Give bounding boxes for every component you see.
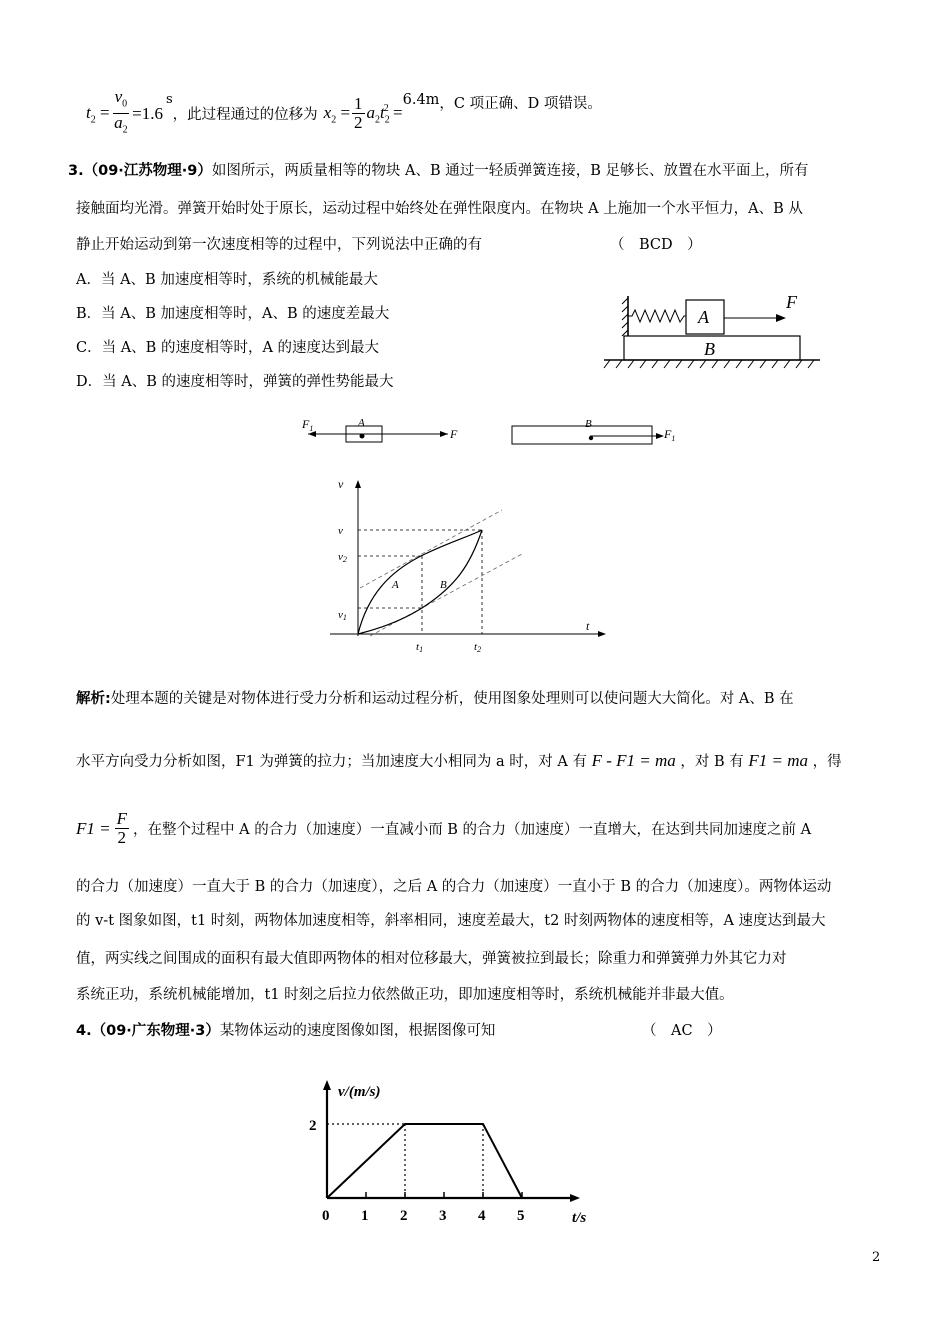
fbd-f1-right: $F_1$ [664, 427, 676, 443]
chart-y-label: v/(m/s) [338, 1084, 381, 1100]
analysis-label: 解析: [76, 691, 111, 707]
q3-stem-line3: 静止开始运动到第一次速度相等的过程中，下列说法中正确的有 （ BCD ） [76, 237, 702, 253]
analysis-line2: 水平方向受力分析如图，F1 为弹簧的拉力；当加速度大小相同为 a 时，对 A 有 F - F1 = ma ，对 B 有 F1 = ma ，得 [76, 751, 842, 770]
x-tick-label: 3 [439, 1208, 447, 1224]
free-body-diagrams [300, 414, 690, 454]
q4-number: 4. [76, 1023, 92, 1039]
chart-x-arrow [570, 1194, 580, 1202]
q3-answer: （ BCD ） [610, 237, 702, 253]
q3-option-a: A．当 A、B 加速度相等时，系统的机械能最大 [76, 272, 378, 288]
x-tick-label: 2 [400, 1208, 408, 1224]
q3-option-c: C．当 A、B 的速度相等时，A 的速度达到最大 [76, 340, 380, 356]
top-formula-line: $t_2$ = $\frac{v_0}{a_2}$ =1.6 s ，此过程通过的位移为 $x_2$ = $\frac{1}{2}$ $a_2t_2^2$ = 6.4m ，C 项正确、D 项错误。 [86, 88, 602, 140]
q4-answer: （ AC ） [642, 1023, 722, 1039]
q3-number: 3. [68, 163, 84, 179]
vt-t2-label: t2 [474, 641, 482, 654]
fbd-f-right: F [450, 427, 458, 441]
vt-diagram-q3 [330, 476, 610, 656]
force-f-label: F [786, 292, 797, 312]
block-b-label: B [704, 339, 715, 359]
formula-mid-text: ，此过程通过的位移为 [172, 107, 318, 124]
vt-curve-b [358, 530, 482, 634]
equation-b: F1 = ma [748, 751, 808, 770]
analysis-line7: 系统正功，系统机械能增加，t1 时刻之后拉力依然做正功，即加速度相等时，系统机械能并非最大值。 [76, 987, 734, 1003]
chart-series-line [327, 1124, 522, 1198]
spring [628, 310, 686, 322]
analysis-line1: 解析:处理本题的关键是对物体进行受力分析和运动过程分析，使用图象处理则可以使问题大大简化。对 A、B 在 [76, 691, 794, 707]
x-tick-label: 5 [517, 1208, 525, 1224]
fbd-block-b [512, 426, 652, 444]
equation-c-fraction: $\frac{F}{2}$ [116, 809, 127, 847]
vt-v-axis-label: v [338, 477, 344, 491]
fbd-f1-left: $F_1$ [302, 417, 314, 433]
t2-symbol: t [86, 102, 91, 122]
equation-a: F - F1 = ma [591, 751, 676, 770]
block-a-label: A [698, 307, 709, 327]
vt-curve-a-label: A [392, 579, 399, 591]
chart-x-label: t/s [572, 1210, 587, 1226]
x-tick-label: 0 [322, 1208, 330, 1224]
analysis-line5: 的 v-t 图象如图，t1 时刻，两物体加速度相等，斜率相同，速度差最大，t2 时刻两物体的速度相等，A 速度达到最大 [76, 913, 826, 929]
fbd-a-label: A [358, 417, 365, 429]
q3-stem-line2: 接触面均光滑。弹簧开始时处于原长，运动过程中始终处在弹性限度内。在物块 A 上施加一个水平恒力，A、B 从 [76, 201, 803, 217]
vt-t-axis-label: t [586, 619, 590, 633]
q3-option-b: B．当 A、B 加速度相等时，A、B 的速度差最大 [76, 306, 390, 322]
analysis-line3: F1 = $\frac{F}{2}$ ，在整个过程中 A 的合力（加速度）一直减小而 B 的合力（加速度）一直增大，在达到共同加速度之前 A [76, 809, 812, 847]
unit-s: s [165, 92, 173, 107]
half-fraction: $\frac{1}{2}$ [354, 94, 363, 133]
x-tick-label: 4 [478, 1208, 486, 1224]
vt-curve-b-label: B [440, 579, 447, 591]
vt-v1-label: v1 [338, 609, 347, 622]
x2-symbol: x [323, 102, 332, 122]
x2-value: 6.4m [402, 92, 440, 108]
x-tick-label: 1 [361, 1208, 369, 1224]
q3-stem-line1: 3.（09·江苏物理·9）如图所示，两质量相等的物块 A、B 通过一轻质弹簧连接，B 足够长、放置在水平面上，所有 [68, 163, 809, 179]
v0-over-a2-fraction: $\frac{v_0}{a_2}$ [114, 87, 128, 136]
t2-value: =1.6 [132, 103, 163, 123]
q4-stem: 4.（09·广东物理·3）某物体运动的速度图像如图，根据图像可知 （ AC ） [76, 1023, 722, 1039]
equation-c-lhs: F1 = [76, 818, 111, 838]
formula-end-text: ，C 项正确、D 项错误。 [439, 96, 602, 112]
analysis-line4: 的合力（加速度）一直大于 B 的合力（加速度），之后 A 的合力（加速度）一直小于 B 的合力（加速度）。两物体运动 [76, 879, 832, 895]
spring-blocks-figure [600, 288, 825, 378]
q3-source: （09·江苏物理·9） [83, 163, 212, 179]
vt-v-label: v [338, 525, 343, 537]
y-tick-label: 2 [309, 1118, 317, 1134]
fbd-b-label: B [585, 418, 592, 430]
vt-curve-a [358, 530, 482, 634]
q4-velocity-chart [296, 1076, 606, 1226]
chart-y-arrow [323, 1080, 331, 1090]
analysis-line6: 值，两实线之间围成的面积有最大值即两物体的相对位移最大，弹簧被拉到最长；除重力和弹簧弹力外其它力对 [76, 951, 787, 967]
vt-t1-label: t1 [416, 641, 424, 654]
page-number: 2 [872, 1250, 881, 1265]
vt-v2-label: v2 [338, 551, 347, 564]
q4-source: （09·广东物理·3） [91, 1023, 220, 1039]
q3-option-d: D．当 A、B 的速度相等时，弹簧的弹性势能最大 [76, 374, 394, 390]
